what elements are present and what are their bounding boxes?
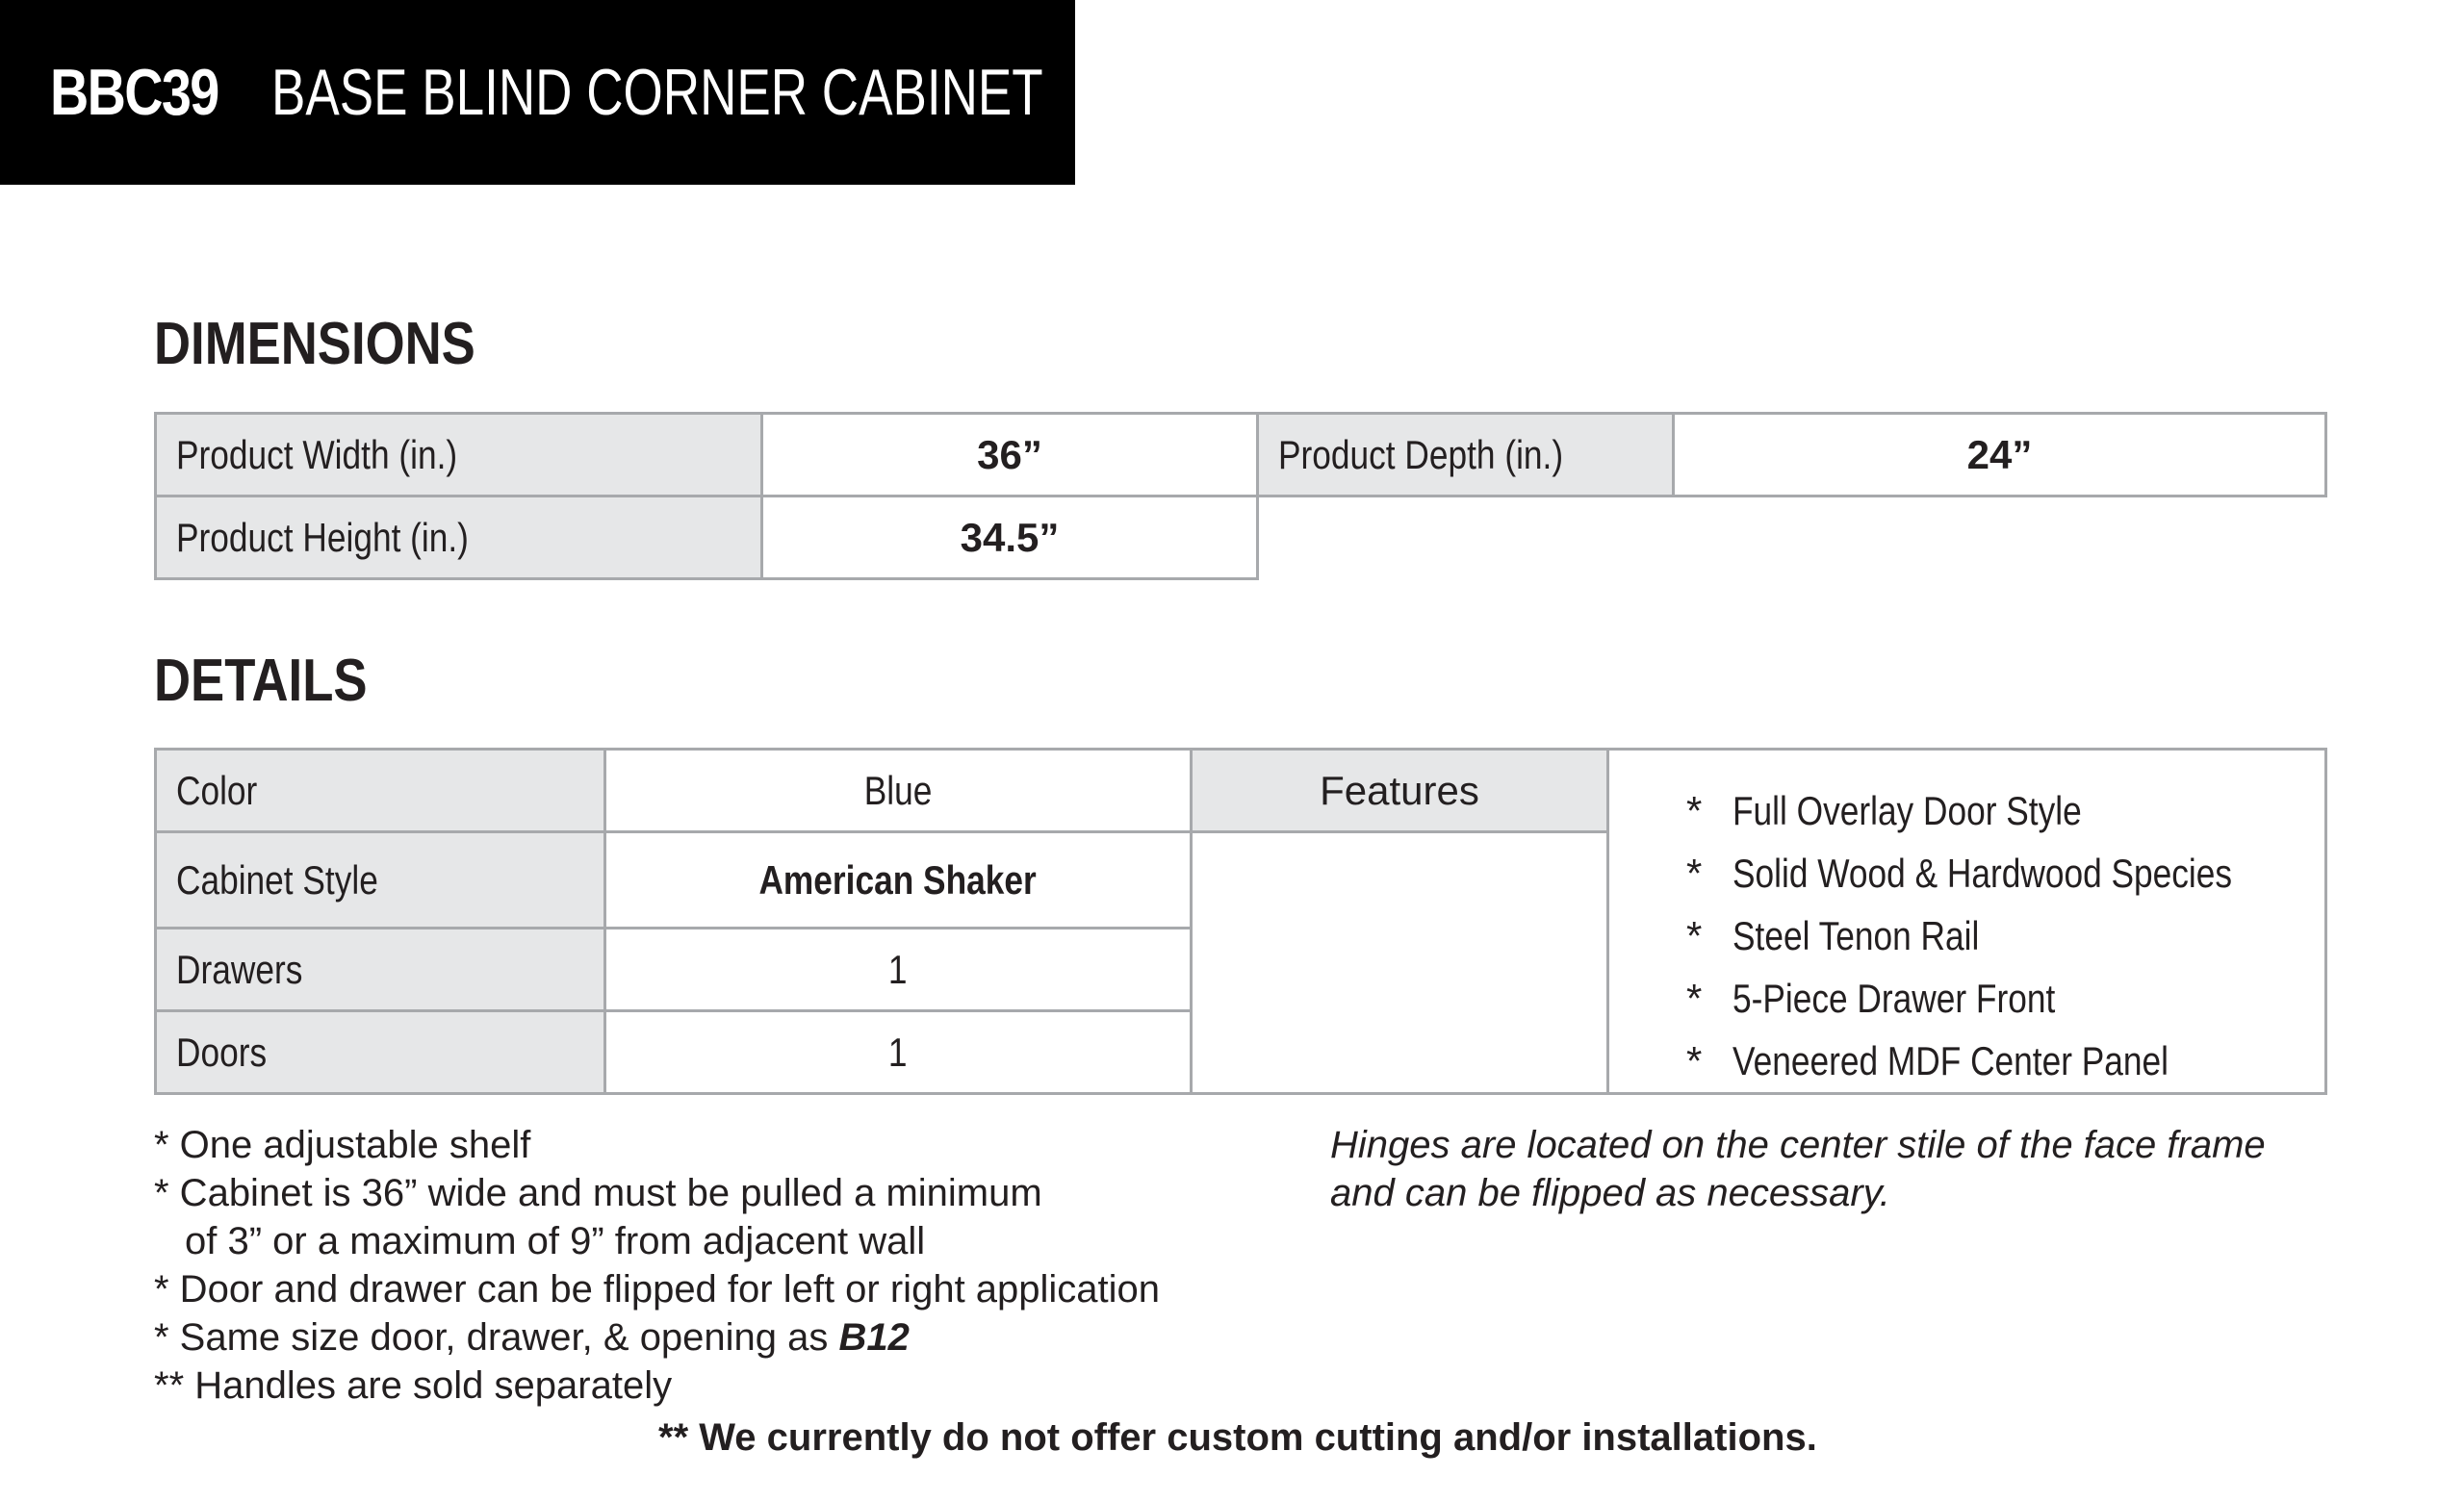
- note-line: * Cabinet is 36” wide and must be pulled a minimum: [154, 1172, 1042, 1214]
- color-label: Color: [176, 767, 258, 813]
- width-value: 36”: [977, 431, 1042, 477]
- width-label: Product Width (in.): [176, 431, 458, 477]
- width-label-cell: [156, 414, 762, 496]
- features-list: [1686, 779, 2324, 1092]
- feature-text: Steel Tenon Rail: [1732, 913, 1980, 958]
- bullet: *: [1686, 976, 1703, 1021]
- product-name: BASE BLIND CORNER CABINET: [271, 56, 1043, 129]
- note-line: of 3” or a maximum of 9” from adjacent wall: [185, 1220, 926, 1262]
- style-label: Cabinet Style: [176, 856, 378, 903]
- note-line: * Door and drawer can be flipped for left or right application: [154, 1268, 1161, 1311]
- list-item: [1686, 842, 2324, 904]
- product-sku: BBC39: [50, 56, 218, 129]
- table-row: [156, 496, 2326, 579]
- note-text: * Same size door, drawer, & opening as: [154, 1316, 839, 1359]
- style-value: American Shaker: [758, 856, 1038, 903]
- list-item: [1686, 779, 2324, 842]
- table-row: [156, 750, 2326, 832]
- height-label-cell: [156, 496, 762, 579]
- bullet: *: [1686, 851, 1703, 896]
- features-list-cell: [1608, 750, 2326, 1094]
- color-value-cell: [605, 750, 1192, 832]
- hinges-note-line: Hinges are located on the center stile of the face frame: [1330, 1124, 2266, 1166]
- depth-label-cell: [1258, 414, 1674, 496]
- bullet: *: [1686, 1038, 1703, 1083]
- note-line: * One adjustable shelf: [154, 1124, 531, 1166]
- feature-text: Full Overlay Door Style: [1732, 788, 2082, 833]
- drawers-value: 1: [888, 946, 908, 992]
- depth-label: Product Depth (in.): [1278, 431, 1564, 477]
- table-row: [156, 414, 2326, 496]
- feature-text: 5-Piece Drawer Front: [1732, 976, 2056, 1021]
- color-label-cell: [156, 750, 605, 832]
- list-item: [1686, 1030, 2324, 1092]
- doors-value-cell: [605, 1011, 1192, 1094]
- drawers-label: Drawers: [176, 946, 303, 992]
- list-item: [1686, 967, 2324, 1030]
- model-reference: B12: [838, 1316, 910, 1359]
- height-label: Product Height (in.): [176, 514, 469, 560]
- doors-label-cell: [156, 1011, 605, 1094]
- note-line: ** Handles are sold separately: [154, 1364, 673, 1407]
- details-table: [154, 748, 2327, 1095]
- empty-cell: [1258, 496, 2326, 579]
- list-item: [1686, 904, 2324, 967]
- details-title: DETAILS: [154, 648, 368, 714]
- features-label: Features: [1320, 767, 1479, 813]
- height-value-cell: [762, 496, 1258, 579]
- color-value: Blue: [863, 767, 933, 813]
- style-value-cell: [605, 832, 1192, 929]
- width-value-cell: [762, 414, 1258, 496]
- depth-value-cell: [1674, 414, 2326, 496]
- notes-list: [154, 1121, 1160, 1410]
- bullet: *: [1686, 913, 1703, 958]
- drawers-value-cell: [605, 929, 1192, 1011]
- doors-label: Doors: [176, 1029, 268, 1075]
- style-label-cell: [156, 832, 605, 929]
- header-bar: [0, 0, 1075, 185]
- drawers-label-cell: [156, 929, 605, 1011]
- features-blank-cell: [1192, 832, 1608, 1094]
- height-value: 34.5”: [960, 514, 1060, 560]
- dimensions-title: DIMENSIONS: [154, 311, 475, 377]
- dimensions-table: [154, 412, 2327, 580]
- bullet: *: [1686, 788, 1703, 833]
- feature-text: Solid Wood & Hardwood Species: [1732, 851, 2233, 896]
- depth-value: 24”: [1966, 431, 2033, 477]
- hinges-note-line: and can be flipped as necessary.: [1330, 1172, 1890, 1214]
- footer-note: ** We currently do not offer custom cutting and/or installations.: [658, 1416, 1817, 1459]
- features-label-cell: [1192, 750, 1608, 832]
- hinges-note: [1330, 1121, 2266, 1217]
- note-line: [154, 1313, 1160, 1362]
- feature-text: Veneered MDF Center Panel: [1732, 1038, 2169, 1083]
- doors-value: 1: [888, 1029, 908, 1075]
